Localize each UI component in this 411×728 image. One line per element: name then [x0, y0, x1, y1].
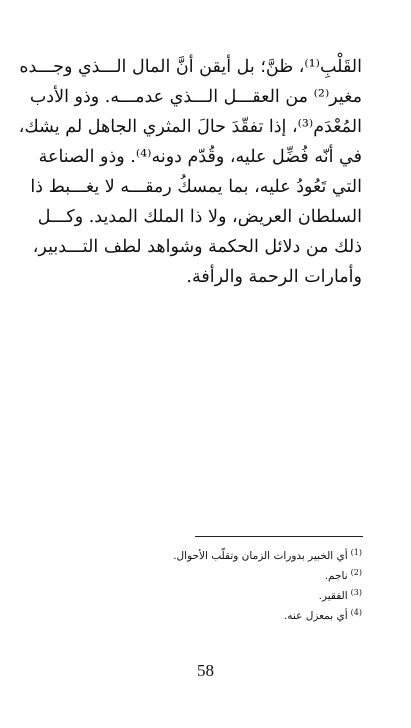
footnote-number: (2) — [350, 567, 362, 577]
footnote-text: أي بمعزل عنه. — [283, 610, 348, 622]
footnotes — [112, 546, 362, 626]
footnote — [112, 546, 362, 566]
body-text — [18, 52, 362, 292]
footnote-text: أي الخبير بدورات الزمان وتقلّب الأحوال. — [173, 550, 348, 562]
body-line: في أنّه فُضِّل عليه، وقُدّم دونه⁽⁴⁾. وذو الصناعة — [38, 147, 362, 167]
footnote-divider — [195, 536, 363, 537]
footnote — [112, 606, 362, 626]
body-line: المُعْدَم⁽³⁾، إذا تفقّدَ حالَ المثري الجاهل لم يشك، — [18, 117, 362, 137]
page-number: 58 — [197, 661, 214, 680]
footnote-text: الفقير. — [318, 590, 348, 602]
footnote-number: (1) — [350, 547, 362, 557]
body-line: القَلْبِ⁽¹⁾، ظنَّ؛ بل أيقن أنَّ المال الـــذي وجـــده — [19, 57, 362, 77]
body-line: التي تَعُودُ عليه، بما يمسكُ رمقـــه لا يغـــبط ذا — [30, 177, 362, 197]
body-line: مغير⁽²⁾ من العقـــل الـــذي عدمـــه. وذو الأدب — [29, 87, 362, 107]
footnote-number: (4) — [350, 607, 362, 617]
body-line: السلطان العريض، ولا ذا الملك المديد. وكـــل — [37, 207, 362, 227]
body-line: وأمارات الرحمة والرأفة. — [186, 267, 362, 287]
footnote — [112, 586, 362, 606]
body-line: ذلك من دلائل الحكمة وشواهد لطف التـــدبير، — [32, 237, 362, 257]
footnote-text: ناجم. — [324, 570, 348, 582]
footnote-number: (3) — [350, 587, 362, 597]
footnote — [112, 566, 362, 586]
